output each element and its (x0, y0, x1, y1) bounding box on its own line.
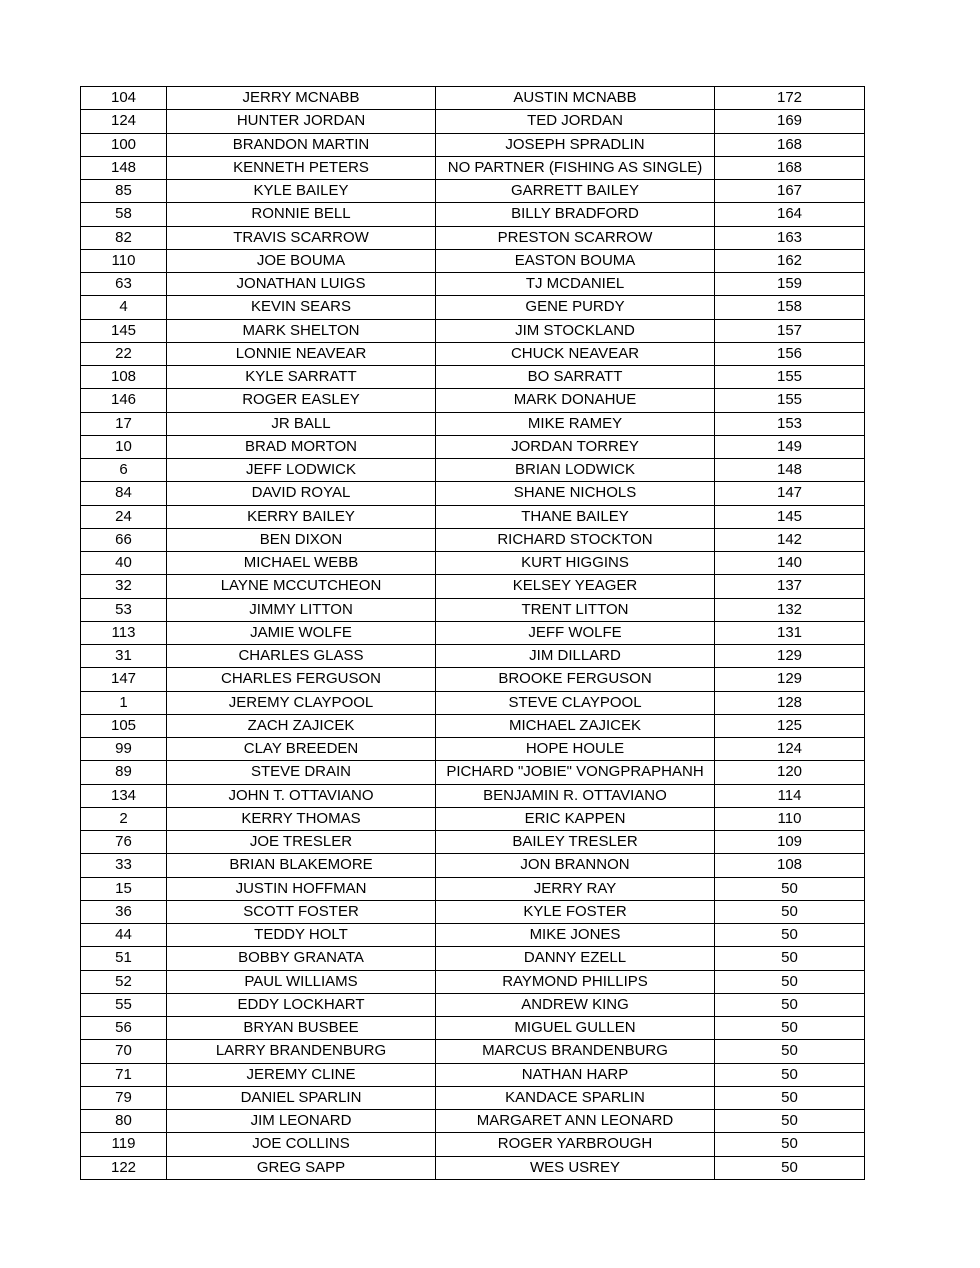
angler-two-cell: WES USREY (436, 1156, 715, 1179)
angler-one-cell: SCOTT FOSTER (167, 900, 436, 923)
team-number-cell: 82 (81, 226, 167, 249)
team-number-cell: 24 (81, 505, 167, 528)
team-number-cell: 1 (81, 691, 167, 714)
angler-two-cell: GARRETT BAILEY (436, 180, 715, 203)
team-number-cell: 89 (81, 761, 167, 784)
team-number-cell: 6 (81, 459, 167, 482)
angler-one-cell: BRANDON MARTIN (167, 133, 436, 156)
team-number-cell: 76 (81, 831, 167, 854)
angler-one-cell: TRAVIS SCARROW (167, 226, 436, 249)
team-number-cell: 32 (81, 575, 167, 598)
angler-two-cell: JORDAN TORREY (436, 435, 715, 458)
team-number-cell: 119 (81, 1133, 167, 1156)
points-cell: 140 (715, 552, 865, 575)
angler-one-cell: JOE BOUMA (167, 249, 436, 272)
points-cell: 50 (715, 1156, 865, 1179)
team-number-cell: 124 (81, 110, 167, 133)
table-row (81, 412, 865, 435)
angler-two-cell: KYLE FOSTER (436, 900, 715, 923)
team-number-cell: 66 (81, 528, 167, 551)
team-number-cell: 58 (81, 203, 167, 226)
team-number-cell: 15 (81, 877, 167, 900)
team-number-cell: 22 (81, 342, 167, 365)
table-row (81, 691, 865, 714)
team-number-cell: 10 (81, 435, 167, 458)
angler-two-cell: STEVE CLAYPOOL (436, 691, 715, 714)
team-number-cell: 79 (81, 1086, 167, 1109)
team-number-cell: 44 (81, 924, 167, 947)
table-row (81, 203, 865, 226)
table-row (81, 1017, 865, 1040)
table-row (81, 87, 865, 110)
points-cell: 164 (715, 203, 865, 226)
team-number-cell: 40 (81, 552, 167, 575)
points-cell: 137 (715, 575, 865, 598)
points-cell: 50 (715, 924, 865, 947)
angler-two-cell: CHUCK NEAVEAR (436, 342, 715, 365)
angler-one-cell: JOE TRESLER (167, 831, 436, 854)
table-row (81, 366, 865, 389)
angler-one-cell: CHARLES GLASS (167, 645, 436, 668)
table-row (81, 738, 865, 761)
angler-one-cell: DANIEL SPARLIN (167, 1086, 436, 1109)
table-row (81, 1133, 865, 1156)
angler-two-cell: GENE PURDY (436, 296, 715, 319)
table-row (81, 482, 865, 505)
points-cell: 114 (715, 784, 865, 807)
angler-two-cell: SHANE NICHOLS (436, 482, 715, 505)
angler-two-cell: ERIC KAPPEN (436, 807, 715, 830)
points-cell: 131 (715, 621, 865, 644)
team-number-cell: 17 (81, 412, 167, 435)
points-cell: 50 (715, 1063, 865, 1086)
table-row (81, 296, 865, 319)
table-row (81, 900, 865, 923)
points-cell: 128 (715, 691, 865, 714)
team-number-cell: 70 (81, 1040, 167, 1063)
team-number-cell: 122 (81, 1156, 167, 1179)
table-row (81, 575, 865, 598)
angler-one-cell: DAVID ROYAL (167, 482, 436, 505)
angler-one-cell: KENNETH PETERS (167, 156, 436, 179)
team-number-cell: 145 (81, 319, 167, 342)
angler-two-cell: MARK DONAHUE (436, 389, 715, 412)
team-number-cell: 104 (81, 87, 167, 110)
angler-two-cell: MARGARET ANN LEONARD (436, 1110, 715, 1133)
angler-two-cell: HOPE HOULE (436, 738, 715, 761)
angler-two-cell: JERRY RAY (436, 877, 715, 900)
angler-two-cell: JEFF WOLFE (436, 621, 715, 644)
angler-two-cell: JON BRANNON (436, 854, 715, 877)
table-row (81, 1040, 865, 1063)
angler-two-cell: PICHARD "JOBIE" VONGPRAPHANH (436, 761, 715, 784)
results-table (80, 86, 865, 1180)
angler-one-cell: JONATHAN LUIGS (167, 273, 436, 296)
angler-one-cell: JEREMY CLAYPOOL (167, 691, 436, 714)
results-table-body (81, 87, 865, 1180)
angler-one-cell: JOE COLLINS (167, 1133, 436, 1156)
team-number-cell: 105 (81, 714, 167, 737)
points-cell: 159 (715, 273, 865, 296)
table-row (81, 877, 865, 900)
angler-one-cell: HUNTER JORDAN (167, 110, 436, 133)
table-row (81, 714, 865, 737)
points-cell: 50 (715, 970, 865, 993)
table-row (81, 668, 865, 691)
angler-two-cell: MARCUS BRANDENBURG (436, 1040, 715, 1063)
points-cell: 153 (715, 412, 865, 435)
angler-two-cell: MIGUEL GULLEN (436, 1017, 715, 1040)
angler-one-cell: JIM LEONARD (167, 1110, 436, 1133)
angler-one-cell: BRYAN BUSBEE (167, 1017, 436, 1040)
angler-one-cell: BOBBY GRANATA (167, 947, 436, 970)
angler-two-cell: NATHAN HARP (436, 1063, 715, 1086)
points-cell: 168 (715, 156, 865, 179)
angler-one-cell: JEREMY CLINE (167, 1063, 436, 1086)
angler-two-cell: TJ MCDANIEL (436, 273, 715, 296)
points-cell: 109 (715, 831, 865, 854)
team-number-cell: 113 (81, 621, 167, 644)
team-number-cell: 51 (81, 947, 167, 970)
points-cell: 129 (715, 668, 865, 691)
points-cell: 145 (715, 505, 865, 528)
angler-one-cell: GREG SAPP (167, 1156, 436, 1179)
team-number-cell: 146 (81, 389, 167, 412)
table-row (81, 180, 865, 203)
team-number-cell: 33 (81, 854, 167, 877)
angler-one-cell: TEDDY HOLT (167, 924, 436, 947)
points-cell: 108 (715, 854, 865, 877)
team-number-cell: 55 (81, 993, 167, 1016)
angler-one-cell: EDDY LOCKHART (167, 993, 436, 1016)
points-cell: 50 (715, 877, 865, 900)
angler-two-cell: TED JORDAN (436, 110, 715, 133)
angler-two-cell: NO PARTNER (FISHING AS SINGLE) (436, 156, 715, 179)
points-cell: 50 (715, 1017, 865, 1040)
angler-one-cell: BRAD MORTON (167, 435, 436, 458)
angler-two-cell: THANE BAILEY (436, 505, 715, 528)
points-cell: 50 (715, 1133, 865, 1156)
points-cell: 50 (715, 947, 865, 970)
angler-one-cell: RONNIE BELL (167, 203, 436, 226)
team-number-cell: 100 (81, 133, 167, 156)
angler-two-cell: JIM DILLARD (436, 645, 715, 668)
points-cell: 50 (715, 1086, 865, 1109)
table-row (81, 319, 865, 342)
points-cell: 167 (715, 180, 865, 203)
angler-one-cell: LONNIE NEAVEAR (167, 342, 436, 365)
table-row (81, 947, 865, 970)
angler-two-cell: EASTON BOUMA (436, 249, 715, 272)
table-row (81, 552, 865, 575)
angler-two-cell: PRESTON SCARROW (436, 226, 715, 249)
team-number-cell: 2 (81, 807, 167, 830)
team-number-cell: 71 (81, 1063, 167, 1086)
points-cell: 132 (715, 598, 865, 621)
table-row (81, 505, 865, 528)
angler-two-cell: TRENT LITTON (436, 598, 715, 621)
angler-two-cell: RICHARD STOCKTON (436, 528, 715, 551)
angler-one-cell: BEN DIXON (167, 528, 436, 551)
points-cell: 50 (715, 900, 865, 923)
table-row (81, 435, 865, 458)
angler-one-cell: BRIAN BLAKEMORE (167, 854, 436, 877)
table-row (81, 1063, 865, 1086)
points-cell: 129 (715, 645, 865, 668)
team-number-cell: 36 (81, 900, 167, 923)
team-number-cell: 99 (81, 738, 167, 761)
angler-two-cell: BENJAMIN R. OTTAVIANO (436, 784, 715, 807)
angler-one-cell: ROGER EASLEY (167, 389, 436, 412)
points-cell: 158 (715, 296, 865, 319)
table-row (81, 342, 865, 365)
angler-one-cell: CLAY BREEDEN (167, 738, 436, 761)
table-row (81, 784, 865, 807)
angler-one-cell: LAYNE MCCUTCHEON (167, 575, 436, 598)
team-number-cell: 56 (81, 1017, 167, 1040)
angler-one-cell: JIMMY LITTON (167, 598, 436, 621)
angler-one-cell: KYLE SARRATT (167, 366, 436, 389)
points-cell: 168 (715, 133, 865, 156)
team-number-cell: 52 (81, 970, 167, 993)
team-number-cell: 134 (81, 784, 167, 807)
team-number-cell: 147 (81, 668, 167, 691)
angler-one-cell: JAMIE WOLFE (167, 621, 436, 644)
angler-one-cell: MICHAEL WEBB (167, 552, 436, 575)
angler-one-cell: KERRY THOMAS (167, 807, 436, 830)
table-row (81, 1086, 865, 1109)
team-number-cell: 148 (81, 156, 167, 179)
points-cell: 156 (715, 342, 865, 365)
angler-one-cell: JOHN T. OTTAVIANO (167, 784, 436, 807)
table-row (81, 273, 865, 296)
angler-one-cell: PAUL WILLIAMS (167, 970, 436, 993)
table-row (81, 621, 865, 644)
angler-two-cell: MIKE RAMEY (436, 412, 715, 435)
table-row (81, 598, 865, 621)
table-row (81, 110, 865, 133)
angler-two-cell: RAYMOND PHILLIPS (436, 970, 715, 993)
angler-two-cell: BROOKE FERGUSON (436, 668, 715, 691)
points-cell: 50 (715, 993, 865, 1016)
team-number-cell: 63 (81, 273, 167, 296)
angler-two-cell: ROGER YARBROUGH (436, 1133, 715, 1156)
angler-two-cell: KELSEY YEAGER (436, 575, 715, 598)
points-cell: 120 (715, 761, 865, 784)
points-cell: 162 (715, 249, 865, 272)
angler-two-cell: MICHAEL ZAJICEK (436, 714, 715, 737)
table-row (81, 389, 865, 412)
angler-two-cell: BRIAN LODWICK (436, 459, 715, 482)
points-cell: 148 (715, 459, 865, 482)
angler-two-cell: BILLY BRADFORD (436, 203, 715, 226)
table-row (81, 1156, 865, 1179)
table-row (81, 249, 865, 272)
table-row (81, 854, 865, 877)
team-number-cell: 80 (81, 1110, 167, 1133)
table-row (81, 970, 865, 993)
angler-two-cell: KANDACE SPARLIN (436, 1086, 715, 1109)
table-row (81, 156, 865, 179)
points-cell: 50 (715, 1040, 865, 1063)
angler-one-cell: JEFF LODWICK (167, 459, 436, 482)
angler-one-cell: LARRY BRANDENBURG (167, 1040, 436, 1063)
angler-two-cell: MIKE JONES (436, 924, 715, 947)
angler-one-cell: MARK SHELTON (167, 319, 436, 342)
angler-one-cell: KEVIN SEARS (167, 296, 436, 319)
angler-two-cell: DANNY EZELL (436, 947, 715, 970)
angler-one-cell: ZACH ZAJICEK (167, 714, 436, 737)
points-cell: 142 (715, 528, 865, 551)
table-row (81, 807, 865, 830)
angler-two-cell: AUSTIN MCNABB (436, 87, 715, 110)
team-number-cell: 4 (81, 296, 167, 319)
angler-two-cell: JOSEPH SPRADLIN (436, 133, 715, 156)
table-row (81, 226, 865, 249)
points-cell: 125 (715, 714, 865, 737)
angler-one-cell: KERRY BAILEY (167, 505, 436, 528)
angler-one-cell: JERRY MCNABB (167, 87, 436, 110)
angler-one-cell: STEVE DRAIN (167, 761, 436, 784)
angler-one-cell: JUSTIN HOFFMAN (167, 877, 436, 900)
points-cell: 149 (715, 435, 865, 458)
angler-one-cell: CHARLES FERGUSON (167, 668, 436, 691)
angler-two-cell: BAILEY TRESLER (436, 831, 715, 854)
table-row (81, 831, 865, 854)
team-number-cell: 110 (81, 249, 167, 272)
team-number-cell: 53 (81, 598, 167, 621)
team-number-cell: 84 (81, 482, 167, 505)
points-cell: 50 (715, 1110, 865, 1133)
table-row (81, 459, 865, 482)
points-cell: 124 (715, 738, 865, 761)
team-number-cell: 31 (81, 645, 167, 668)
team-number-cell: 108 (81, 366, 167, 389)
angler-two-cell: JIM STOCKLAND (436, 319, 715, 342)
table-row (81, 133, 865, 156)
table-row (81, 645, 865, 668)
points-cell: 147 (715, 482, 865, 505)
points-cell: 172 (715, 87, 865, 110)
points-cell: 169 (715, 110, 865, 133)
table-row (81, 993, 865, 1016)
points-cell: 163 (715, 226, 865, 249)
angler-one-cell: KYLE BAILEY (167, 180, 436, 203)
team-number-cell: 85 (81, 180, 167, 203)
points-cell: 155 (715, 366, 865, 389)
points-cell: 110 (715, 807, 865, 830)
points-cell: 155 (715, 389, 865, 412)
table-row (81, 1110, 865, 1133)
angler-two-cell: BO SARRATT (436, 366, 715, 389)
points-cell: 157 (715, 319, 865, 342)
table-row (81, 761, 865, 784)
angler-two-cell: KURT HIGGINS (436, 552, 715, 575)
angler-two-cell: ANDREW KING (436, 993, 715, 1016)
angler-one-cell: JR BALL (167, 412, 436, 435)
table-row (81, 924, 865, 947)
table-row (81, 528, 865, 551)
